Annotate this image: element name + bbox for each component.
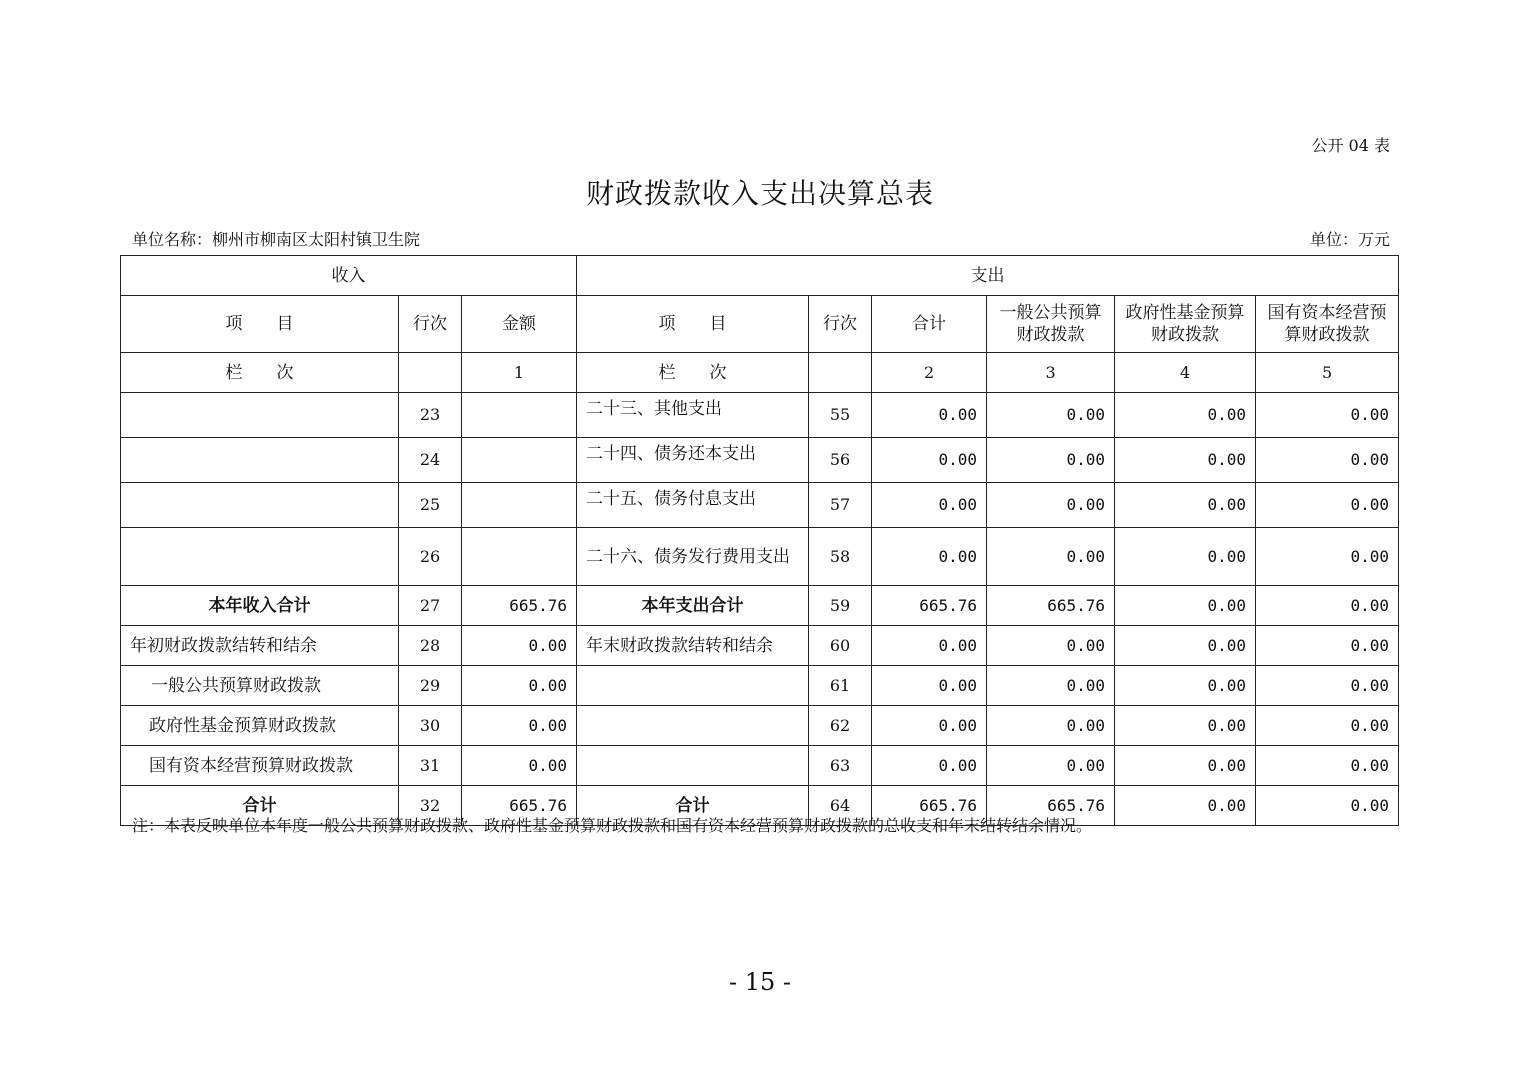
expense-item-header: 项 目 <box>577 296 809 353</box>
state-capital-value: 0.00 <box>1256 746 1399 786</box>
expense-col-label: 栏 次 <box>577 353 809 393</box>
expense-total: 0.00 <box>872 706 987 746</box>
general-budget-value: 0.00 <box>987 393 1115 438</box>
expense-item: 年末财政拨款结转和结余 <box>577 626 809 666</box>
expense-header: 支出 <box>577 256 1399 296</box>
page-title: 财政拨款收入支出决算总表 <box>585 177 934 210</box>
income-amount <box>462 483 577 528</box>
header-row-1 <box>121 256 1399 296</box>
income-row-no: 24 <box>399 438 462 483</box>
state-capital-value: 0.00 <box>1256 586 1399 626</box>
income-item: 本年收入合计 <box>121 586 399 626</box>
expense-row-no: 57 <box>809 483 872 528</box>
fund-budget-value: 0.00 <box>1115 746 1256 786</box>
fund-budget-value: 0.00 <box>1115 528 1256 586</box>
income-col-label: 栏 次 <box>121 353 399 393</box>
expense-item: 本年支出合计 <box>577 586 809 626</box>
income-row-no: 25 <box>399 483 462 528</box>
state-capital-value: 0.00 <box>1256 626 1399 666</box>
expense-item: 合计 <box>577 786 809 826</box>
state-capital-header: 国有资本经营预算财政拨款 <box>1256 296 1399 353</box>
income-item <box>121 528 399 586</box>
expense-total: 0.00 <box>872 393 987 438</box>
expense-row-no: 58 <box>809 528 872 586</box>
expense-row-no: 55 <box>809 393 872 438</box>
income-amount <box>462 393 577 438</box>
income-amount: 0.00 <box>462 626 577 666</box>
expense-row-no: 60 <box>809 626 872 666</box>
income-amount: 0.00 <box>462 666 577 706</box>
fund-budget-value: 0.00 <box>1115 586 1256 626</box>
income-row-no: 32 <box>399 786 462 826</box>
expense-item <box>577 666 809 706</box>
income-row-no: 28 <box>399 626 462 666</box>
general-budget-value: 665.76 <box>987 586 1115 626</box>
col-index-1: 1 <box>462 353 577 393</box>
expense-item: 二十五、债务付息支出 <box>577 483 809 528</box>
income-amount: 665.76 <box>462 586 577 626</box>
state-capital-value: 0.00 <box>1256 483 1399 528</box>
table-row <box>121 746 1399 786</box>
general-budget-value: 0.00 <box>987 746 1115 786</box>
expense-row-no: 59 <box>809 586 872 626</box>
budget-summary-table <box>120 255 1399 826</box>
income-item: 政府性基金预算财政拨款 <box>121 706 399 746</box>
page-number: - 15 - <box>728 968 791 996</box>
table-row <box>121 393 1399 438</box>
expense-total: 0.00 <box>872 626 987 666</box>
income-row-no: 26 <box>399 528 462 586</box>
expense-row-no: 61 <box>809 666 872 706</box>
expense-item: 二十三、其他支出 <box>577 393 809 438</box>
expense-col-blank <box>809 353 872 393</box>
table-row <box>121 706 1399 746</box>
fund-budget-header: 政府性基金预算财政拨款 <box>1115 296 1256 353</box>
general-budget-value: 0.00 <box>987 626 1115 666</box>
fund-budget-value: 0.00 <box>1115 666 1256 706</box>
expense-row-no: 63 <box>809 746 872 786</box>
expense-row-no: 64 <box>809 786 872 826</box>
general-budget-value: 0.00 <box>987 483 1115 528</box>
general-budget-value: 665.76 <box>987 786 1115 826</box>
col-index-2: 2 <box>872 353 987 393</box>
fund-budget-value: 0.00 <box>1115 706 1256 746</box>
income-amount <box>462 438 577 483</box>
unit-name: 单位名称：柳州市柳南区太阳村镇卫生院 <box>132 230 421 249</box>
fund-budget-value: 0.00 <box>1115 438 1256 483</box>
table-row <box>121 483 1399 528</box>
expense-item: 二十六、债务发行费用支出 <box>577 528 809 586</box>
income-row-no: 27 <box>399 586 462 626</box>
general-budget-value: 0.00 <box>987 666 1115 706</box>
table-row <box>121 666 1399 706</box>
income-item <box>121 393 399 438</box>
income-row-no: 30 <box>399 706 462 746</box>
col-index-5: 5 <box>1256 353 1399 393</box>
fund-budget-value: 0.00 <box>1115 393 1256 438</box>
income-item <box>121 483 399 528</box>
income-item: 年初财政拨款结转和结余 <box>121 626 399 666</box>
state-capital-value: 0.00 <box>1256 666 1399 706</box>
income-item: 合计 <box>121 786 399 826</box>
income-row-no: 31 <box>399 746 462 786</box>
income-amount: 0.00 <box>462 706 577 746</box>
income-amount-header: 金额 <box>462 296 577 353</box>
expense-total: 665.76 <box>872 786 987 826</box>
column-index-row <box>121 353 1399 393</box>
expense-total: 0.00 <box>872 666 987 706</box>
income-item: 国有资本经营预算财政拨款 <box>121 746 399 786</box>
expense-item: 二十四、债务还本支出 <box>577 438 809 483</box>
state-capital-value: 0.00 <box>1256 786 1399 826</box>
expense-total: 665.76 <box>872 586 987 626</box>
fund-budget-value: 0.00 <box>1115 786 1256 826</box>
income-row-no: 23 <box>399 393 462 438</box>
income-header: 收入 <box>121 256 577 296</box>
table-row <box>121 528 1399 586</box>
state-capital-value: 0.00 <box>1256 706 1399 746</box>
income-col-blank <box>399 353 462 393</box>
income-amount: 665.76 <box>462 786 577 826</box>
state-capital-value: 0.00 <box>1256 438 1399 483</box>
general-budget-value: 0.00 <box>987 706 1115 746</box>
income-row-no: 29 <box>399 666 462 706</box>
fund-budget-value: 0.00 <box>1115 626 1256 666</box>
expense-total: 0.00 <box>872 438 987 483</box>
form-number: 公开 04 表 <box>1311 136 1390 155</box>
table-row <box>121 626 1399 666</box>
header-row-2 <box>121 296 1399 353</box>
income-item <box>121 438 399 483</box>
income-item-header: 项 目 <box>121 296 399 353</box>
col-index-4: 4 <box>1115 353 1256 393</box>
expense-row-no: 56 <box>809 438 872 483</box>
table-row <box>121 438 1399 483</box>
fund-budget-value: 0.00 <box>1115 483 1256 528</box>
income-amount <box>462 528 577 586</box>
income-row-no-header: 行次 <box>399 296 462 353</box>
table-row <box>121 586 1399 626</box>
general-budget-value: 0.00 <box>987 528 1115 586</box>
expense-row-no-header: 行次 <box>809 296 872 353</box>
table-note: 注：本表反映单位本年度一般公共预算财政拨款、政府性基金预算财政拨款和国有资本经营预算财政拨款的总收支和年末结转结余情况。 <box>132 816 1093 835</box>
expense-item <box>577 746 809 786</box>
col-index-3: 3 <box>987 353 1115 393</box>
expense-item <box>577 706 809 746</box>
expense-total: 0.00 <box>872 746 987 786</box>
expense-row-no: 62 <box>809 706 872 746</box>
expense-total: 0.00 <box>872 528 987 586</box>
state-capital-value: 0.00 <box>1256 528 1399 586</box>
currency-unit: 单位：万元 <box>1309 230 1390 249</box>
general-budget-value: 0.00 <box>987 438 1115 483</box>
expense-total-header: 合计 <box>872 296 987 353</box>
expense-total: 0.00 <box>872 483 987 528</box>
state-capital-value: 0.00 <box>1256 393 1399 438</box>
income-item: 一般公共预算财政拨款 <box>121 666 399 706</box>
general-budget-header: 一般公共预算财政拨款 <box>987 296 1115 353</box>
income-amount: 0.00 <box>462 746 577 786</box>
